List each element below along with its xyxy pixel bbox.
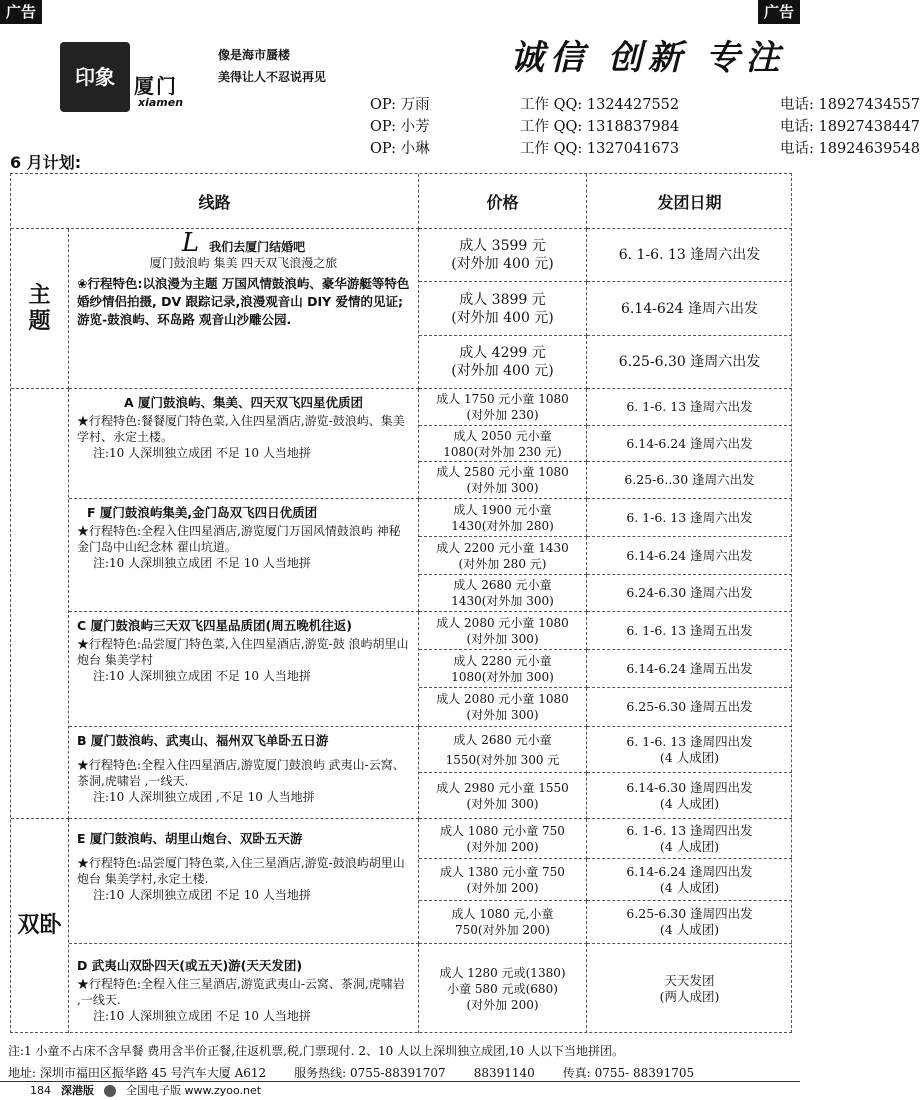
price-line: 成人 2080 元小童 1080 <box>436 615 569 630</box>
operator-phone: 电话: 18927438447 <box>780 119 920 135</box>
price-cell <box>419 537 587 575</box>
operator-name: OP: 万雨 <box>370 97 430 113</box>
operator-name: OP: 小芳 <box>370 119 430 135</box>
price-line: 成人 1080 元小童 750 <box>440 823 565 838</box>
date-cell: 6. 1-6. 13 逢周六出发 <box>587 499 792 537</box>
route-e <box>69 819 419 944</box>
date-cell: 6.14-624 逢周六出发 <box>587 282 792 336</box>
price-cell <box>419 859 587 901</box>
category-label: 双卧 <box>17 913 62 938</box>
price-line: 成人 2680 元小童 <box>453 578 552 592</box>
route-title: B 厦门鼓浪屿、武夷山、福州双飞单卧五日游 <box>77 733 329 748</box>
price-line: 成人 2980 元小童 1550 <box>436 780 569 795</box>
route-f <box>69 499 419 612</box>
site-label: 全国电子版 www.zyoo.net <box>126 1084 262 1097</box>
operator-row <box>370 94 920 116</box>
price-cell <box>419 229 587 282</box>
header-price: 价格 <box>419 174 587 229</box>
ad-tag-right: 广告 <box>758 0 800 24</box>
price-cell <box>419 499 587 537</box>
price-cell <box>419 426 587 462</box>
operator-phone: 电话: 18927434557 <box>780 97 920 113</box>
date-cell: 6.25-6..30 逢周六出发 <box>587 462 792 499</box>
operator-contacts <box>370 94 920 160</box>
price-line: (对外加 230) <box>466 408 539 422</box>
route-note: 注:10 人深圳独立成团 不足 10 人当地拼 <box>93 1009 311 1023</box>
price-line: 成人 1750 元小童 1080 <box>436 392 569 406</box>
price-cell <box>419 727 587 773</box>
date-line: (4 人成团) <box>659 879 720 895</box>
price-line: (对外加 200) <box>466 997 539 1012</box>
route-feature: ★行程特色:餐餐厦门特色菜,入住四星酒店,游览-鼓浪屿、集美学村、永定土楼。 <box>77 414 405 444</box>
price-line: (对外加 300) <box>466 631 539 646</box>
price-line: (对外加 300) <box>466 796 539 811</box>
operator-qq: 工作 QQ: 1324427552 <box>520 97 680 113</box>
footer-note: 注:1 小童不占床不含早餐 费用含半价正餐,往返机票,税,门票现付. 2、10 人以上深圳独立成团,10 人以下当地拼团。 <box>8 1044 625 1058</box>
category-label: 主题 <box>28 282 51 334</box>
date-line: 6.14-6.24 逢周四出发 <box>626 863 753 879</box>
route-note: 注:10 人深圳独立成团 不足 10 人当地拼 <box>93 446 311 460</box>
price-cell <box>419 612 587 650</box>
date-cell <box>587 819 792 859</box>
price-line: 1550(对外加 300 元 <box>445 752 560 767</box>
price-line: 750(对外加 200) <box>454 923 550 937</box>
price-line: 1080(对外加 230 元) <box>443 444 562 459</box>
price-line: (对外加 400 元) <box>451 256 554 272</box>
route-title: C 厦门鼓浪屿三天双飞四星品质团(周五晚机往返) <box>77 618 352 633</box>
price-line: 成人 2680 元小童 <box>453 732 552 747</box>
price-line: (对外加 400 元) <box>451 309 554 326</box>
price-cell <box>419 282 587 336</box>
route-note: 注:10 人深圳独立成团 不足 10 人当地拼 <box>93 669 311 683</box>
price-line: 1080(对外加 300) <box>451 669 554 684</box>
operator-name: OP: 小琳 <box>370 141 430 157</box>
price-line: 1430(对外加 280) <box>451 518 554 533</box>
route-a <box>69 389 419 499</box>
route-title: F 厦门鼓浪屿集美,金门岛双飞四日优质团 <box>87 505 318 520</box>
category-blank <box>11 389 69 819</box>
date-line: 天天发团 <box>664 972 715 988</box>
theme-feature: ❀行程特色:以浪漫为主题 万国风情鼓浪屿、豪华游艇等特色婚纱情侣拍摄, DV 跟踪记录,浪漫观音山 DIY 爱情的见证;游览-鼓浪屿、环岛路 观音山沙雕公园. <box>77 276 410 327</box>
route-title: A 厦门鼓浪屿、集美、四天双飞四星优质团 <box>123 395 364 410</box>
theme-subtitle: 厦门鼓浪屿 集美 四天双飞浪漫之旅 <box>149 256 338 270</box>
date-cell: 6. 1-6. 13 逢周五出发 <box>587 612 792 650</box>
logo-mark: 印象 <box>60 42 130 112</box>
footer-address: 地址: 深圳市福田区振华路 45 号汽车大厦 A612 <box>8 1066 267 1080</box>
price-line: 小童 580 元或(680) <box>447 981 558 996</box>
edition-label: 深港版 <box>61 1084 94 1097</box>
price-line: 成人 3599 元 <box>459 238 546 254</box>
category-theme <box>11 229 69 389</box>
price-line: (对外加 200) <box>466 880 539 895</box>
date-cell: 6.25-6.30 逢周五出发 <box>587 688 792 727</box>
price-cell <box>419 650 587 688</box>
date-line: 6.14-6.30 逢周四出发 <box>626 779 753 795</box>
date-line: (4 人成团) <box>659 838 720 854</box>
price-line: 成人 1080 元,小童 <box>451 907 554 921</box>
date-line: (两人成团) <box>659 988 720 1004</box>
operator-qq: 工作 QQ: 1327041673 <box>520 141 680 157</box>
price-line: 成人 3899 元 <box>459 291 546 308</box>
route-feature: ★行程特色:全程入住三星酒店,游览武夷山-云窝、茶洞,虎啸岩 ,一线天. <box>77 977 405 1007</box>
price-line: 成人 1380 元小童 750 <box>440 864 565 879</box>
price-cell <box>419 389 587 426</box>
slogan-line: 美得让人不忍说再见 <box>218 70 327 84</box>
date-cell: 6.14-6.24 逢周六出发 <box>587 537 792 575</box>
price-line: 成人 2580 元小童 1080 <box>436 465 569 479</box>
operator-row <box>370 138 920 160</box>
date-cell: 6.24-6.30 逢周六出发 <box>587 575 792 612</box>
footer-hotline: 服务热线: 0755-88391707 <box>294 1066 446 1080</box>
date-line: (4 人成团) <box>659 922 720 937</box>
date-cell: 6. 1-6. 13 逢周六出发 <box>587 229 792 282</box>
price-line: 成人 2200 元小童 1430 <box>436 540 569 555</box>
theme-letter: L <box>181 228 200 258</box>
ad-tag-left: 广告 <box>0 0 42 24</box>
route-b <box>69 727 419 819</box>
date-cell <box>587 901 792 944</box>
operator-row <box>370 116 920 138</box>
theme-title <box>77 228 410 258</box>
route-title: D 武夷山双卧四天(或五天)游(天天发团) <box>77 958 303 973</box>
date-cell <box>587 773 792 819</box>
footer-fax: 传真: 0755- 88391705 <box>562 1066 695 1080</box>
header-route: 线路 <box>11 174 419 229</box>
date-cell <box>587 944 792 1033</box>
date-line: (4 人成团) <box>659 749 720 765</box>
logo-english: xiamen <box>138 96 184 109</box>
date-line: 6. 1-6. 13 逢周四出发 <box>626 733 753 749</box>
price-line: (对外加 200) <box>466 839 539 854</box>
price-line: 成人 2080 元小童 1080 <box>436 692 569 706</box>
date-cell: 6.25-6.30 逢周六出发 <box>587 336 792 389</box>
route-note: 注:10 人深圳独立成团 不足 10 人当地拼 <box>93 888 311 902</box>
price-cell <box>419 336 587 389</box>
slogan <box>218 44 326 88</box>
price-cell <box>419 575 587 612</box>
plan-title: 6 月计划: <box>10 153 82 172</box>
price-line: 成人 2280 元小童 <box>453 653 552 668</box>
date-line: (4 人成团) <box>659 795 720 811</box>
page-bottom-bar <box>0 1081 800 1100</box>
price-line: (对外加 400 元) <box>451 363 554 379</box>
motto: 诚信 创新 专注 <box>510 38 786 78</box>
price-line: (对外加 300) <box>466 481 539 495</box>
price-cell <box>419 688 587 727</box>
price-line: 1430(对外加 300) <box>451 594 554 608</box>
route-feature: ★行程特色:品尝厦门特色菜,入住四星酒店,游览-鼓 浪屿胡里山炮台 集美学村 <box>77 637 409 667</box>
operator-phone: 电话: 18924639548 <box>780 141 920 157</box>
footer <box>8 1040 798 1084</box>
theme-name: 我们去厦门结婚吧 <box>209 240 306 254</box>
edition-dot-icon <box>104 1085 116 1097</box>
date-cell <box>587 727 792 773</box>
category-double <box>11 819 69 1033</box>
route-note: 注:10 人深圳独立成团 ,不足 10 人当地拼 <box>93 790 315 804</box>
price-cell <box>419 462 587 499</box>
date-cell <box>587 859 792 901</box>
price-cell <box>419 819 587 859</box>
footer-hotline-2: 88391140 <box>473 1066 535 1080</box>
price-line: 成人 1280 元或(1380) <box>439 965 566 980</box>
page-number: 184 <box>30 1084 51 1097</box>
date-cell: 6. 1-6. 13 逢周六出发 <box>587 389 792 426</box>
header-date: 发团日期 <box>587 174 792 229</box>
slogan-line: 像是海市蜃楼 <box>218 48 291 62</box>
price-cell <box>419 901 587 944</box>
route-c <box>69 612 419 727</box>
date-cell: 6.14-6.24 逢周六出发 <box>587 426 792 462</box>
route-feature: ★行程特色:品尝厦门特色菜,入住三星酒店,游览-鼓浪屿胡里山炮台 集美学村,永定土楼. <box>77 856 405 886</box>
logo-city: 厦门 <box>134 74 178 98</box>
date-line: 6. 1-6. 13 逢周四出发 <box>626 822 753 838</box>
price-line: 成人 2050 元小童 <box>453 428 552 443</box>
price-line: (对外加 280 元) <box>458 556 547 571</box>
route-feature: ★行程特色:全程入住四星酒店,游览厦门万国风情鼓浪屿 神秘金门岛中山纪念林 翟山坑道。 <box>77 524 401 554</box>
price-line: 成人 1900 元小童 <box>453 502 552 517</box>
route-d <box>69 944 419 1033</box>
route-title: E 厦门鼓浪屿、胡里山炮台、双卧五天游 <box>77 831 303 846</box>
route-theme <box>69 229 419 389</box>
price-cell <box>419 944 587 1033</box>
tour-table <box>10 173 792 1033</box>
route-feature: ★行程特色:全程入住四星酒店,游览厦门鼓浪屿 武夷山-云窝、茶洞,虎啸岩 ,一线天. <box>77 758 405 788</box>
price-cell <box>419 773 587 819</box>
price-line: (对外加 300) <box>466 708 539 722</box>
agency-logo <box>60 42 200 114</box>
date-cell: 6.14-6.24 逢周五出发 <box>587 650 792 688</box>
operator-qq: 工作 QQ: 1318837984 <box>520 119 680 135</box>
route-note: 注:10 人深圳独立成团 不足 10 人当地拼 <box>93 556 311 570</box>
date-line: 6.25-6.30 逢周四出发 <box>626 906 753 921</box>
price-line: 成人 4299 元 <box>459 345 546 361</box>
